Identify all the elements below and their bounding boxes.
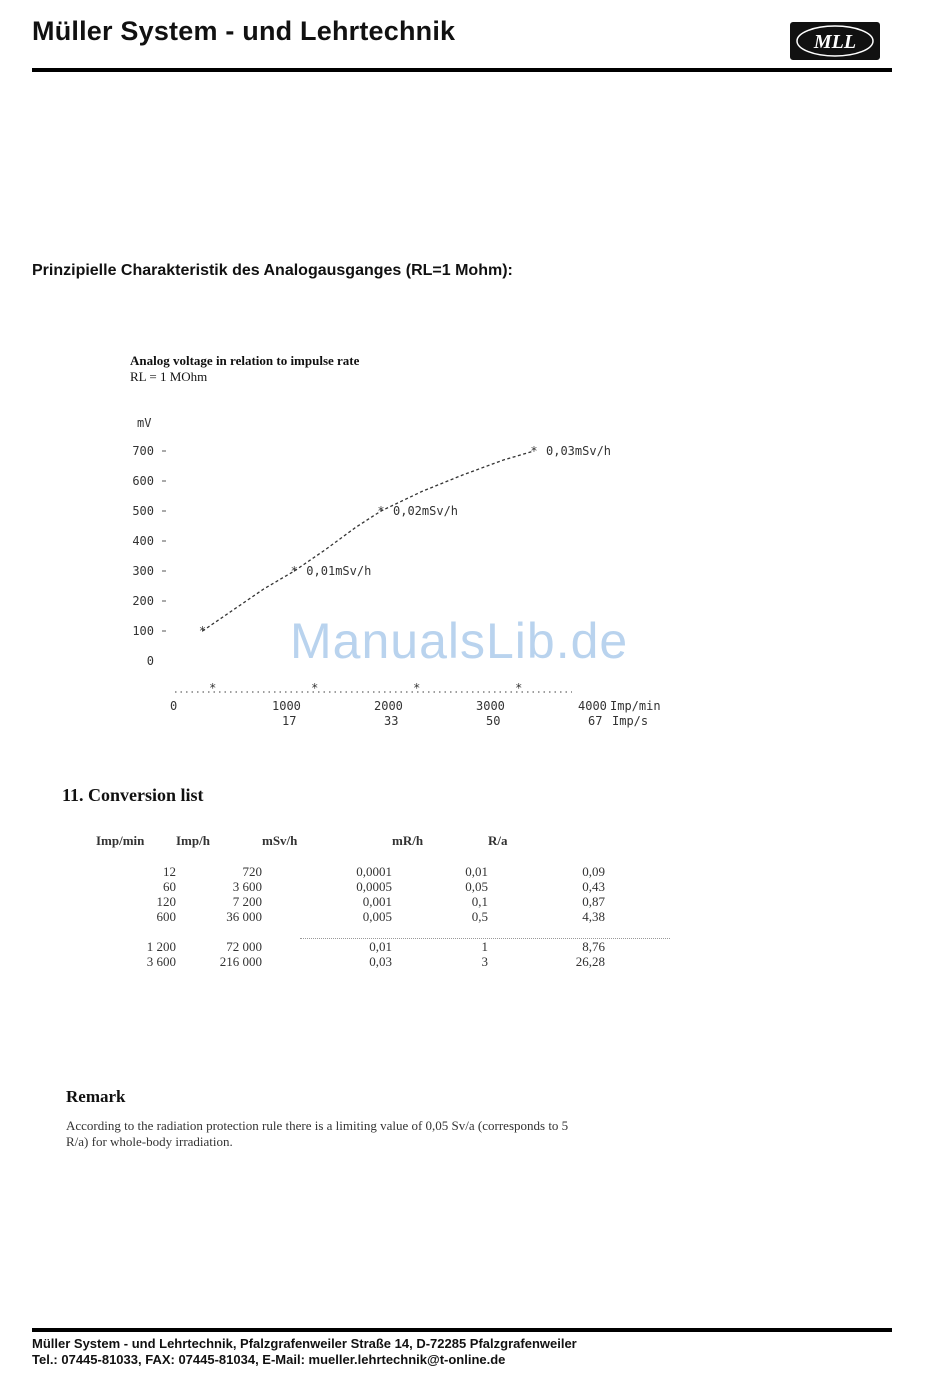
table-cell: 0,87 xyxy=(582,894,605,909)
footer-contact: Tel.: 07445-81033, FAX: 07445-81034, E-Mail: mueller.lehrtechnik@t-online.de xyxy=(32,1352,506,1367)
x2-tick-label: 33 xyxy=(384,714,399,728)
y-tick-label: 400 xyxy=(132,534,154,548)
column-header-r-a: R/a xyxy=(488,833,508,848)
table-cell: 1 xyxy=(481,939,488,954)
table-row xyxy=(96,894,605,909)
footer-address: Müller System - und Lehrtechnik, Pfalzgrafenweiler Straße 14, D-72285 Pfalzgrafenweiler xyxy=(32,1336,577,1351)
data-point-marker: * xyxy=(290,564,298,578)
y-tick-label: 100 xyxy=(132,624,154,638)
logo-lettering: MLL xyxy=(813,31,857,53)
x-axis-marker: * xyxy=(413,681,421,695)
column-header-imp-min: Imp/min xyxy=(96,833,145,848)
table-cell: 120 xyxy=(156,894,176,909)
table-cell: 0,43 xyxy=(582,879,605,894)
x2-axis-label: Imp/s xyxy=(612,714,649,728)
table-cell: 26,28 xyxy=(575,954,605,969)
column-header-imp-h: Imp/h xyxy=(176,833,210,848)
table-cell: 216 000 xyxy=(219,954,262,969)
x-axis-marker: * xyxy=(209,681,217,695)
x-tick-label: 2000 xyxy=(374,699,403,713)
table-row xyxy=(96,909,605,924)
table-cell: 1 200 xyxy=(146,939,176,954)
table-row xyxy=(96,864,605,879)
column-header-mr-h: mR/h xyxy=(392,833,424,848)
remark-heading: Remark xyxy=(66,1087,126,1106)
y-tick-label: 500 xyxy=(132,504,154,518)
table-cell: 0,0001 xyxy=(356,864,392,879)
x-axis-label: Imp/min xyxy=(610,699,661,713)
x-tick-label: 3000 xyxy=(476,699,505,713)
table-row xyxy=(96,954,605,969)
table-cell: 0,03 xyxy=(369,954,392,969)
header-divider xyxy=(32,68,892,72)
voltage-curve-line xyxy=(203,451,535,631)
table-cell: 0,001 xyxy=(362,894,392,909)
conversion-list-heading: 11. Conversion list xyxy=(62,785,204,805)
x-axis-marker: * xyxy=(311,681,319,695)
y-tick-label: 0 xyxy=(146,654,154,668)
curve-annotation: 0,01mSv/h xyxy=(306,564,372,578)
chart-curve xyxy=(203,451,535,631)
table-cell: 7 200 xyxy=(232,894,262,909)
x-axis-marker: * xyxy=(515,681,523,695)
table-cell: 0,1 xyxy=(471,894,488,909)
data-point-marker: * xyxy=(377,504,385,518)
table-cell: 3 600 xyxy=(232,879,262,894)
y-tick-label: 600 xyxy=(132,474,154,488)
y-tick-label: 300 xyxy=(132,564,154,578)
table-group-divider xyxy=(300,938,670,939)
x-tick-label: 1000 xyxy=(272,699,301,713)
table-cell: 0,01 xyxy=(369,939,392,954)
y-axis-label: mV xyxy=(137,416,152,430)
table-cell: 0,005 xyxy=(362,909,392,924)
table-cell: 0,5 xyxy=(471,909,488,924)
data-point-marker: * xyxy=(530,444,538,458)
curve-annotation: 0,02mSv/h xyxy=(393,504,459,518)
table-cell: 8,76 xyxy=(582,939,605,954)
table-cell: 0,09 xyxy=(582,864,605,879)
y-tick-label: 200 xyxy=(132,594,154,608)
watermark-text: ManualsLib.de xyxy=(290,613,629,669)
table-row xyxy=(96,879,605,894)
chart-subtitle: RL = 1 MOhm xyxy=(130,369,208,384)
table-cell: 3 xyxy=(481,954,488,969)
table-cell: 4,38 xyxy=(582,909,605,924)
table-cell: 0,0005 xyxy=(356,879,392,894)
y-tick-label: 700 xyxy=(132,444,154,458)
table-cell: 720 xyxy=(242,864,262,879)
page-header-title: Müller System - und Lehrtechnik xyxy=(32,16,456,46)
table-cell: 72 000 xyxy=(226,939,262,954)
x2-tick-label: 50 xyxy=(486,714,501,728)
table-header-row xyxy=(96,830,605,864)
data-point-marker: * xyxy=(198,624,207,638)
table-group-spacer xyxy=(96,924,605,939)
table-cell: 600 xyxy=(156,909,176,924)
table-cell: 36 000 xyxy=(226,909,262,924)
x-tick-label: 4000 xyxy=(578,699,607,713)
table-cell: 60 xyxy=(163,879,176,894)
footer-divider xyxy=(32,1328,892,1332)
table-row xyxy=(96,939,605,954)
x-tick-label: 0 xyxy=(170,699,178,713)
table-cell: 0,01 xyxy=(465,864,488,879)
chart-title: Analog voltage in relation to impulse rate xyxy=(130,353,360,368)
column-header-msv-h: mSv/h xyxy=(262,833,298,848)
company-logo xyxy=(790,22,880,60)
chart-points xyxy=(199,444,538,638)
chart-labels xyxy=(132,416,660,728)
x2-tick-label: 67 xyxy=(588,714,603,728)
x2-tick-label: 17 xyxy=(282,714,297,728)
curve-annotation: 0,03mSv/h xyxy=(546,444,612,458)
section-heading: Prinzipielle Charakteristik des Analogausganges (RL=1 Mohm): xyxy=(32,262,513,279)
remark-text: According to the radiation protection rule there is a limiting value of 0,05 Sv/a (corresponds to 5 R/a) for whole-body irradiation. xyxy=(66,1118,569,1149)
table-cell: 0,05 xyxy=(465,879,488,894)
conversion-table xyxy=(96,830,605,969)
table-cell: 12 xyxy=(163,864,176,879)
table-cell: 3 600 xyxy=(146,954,176,969)
